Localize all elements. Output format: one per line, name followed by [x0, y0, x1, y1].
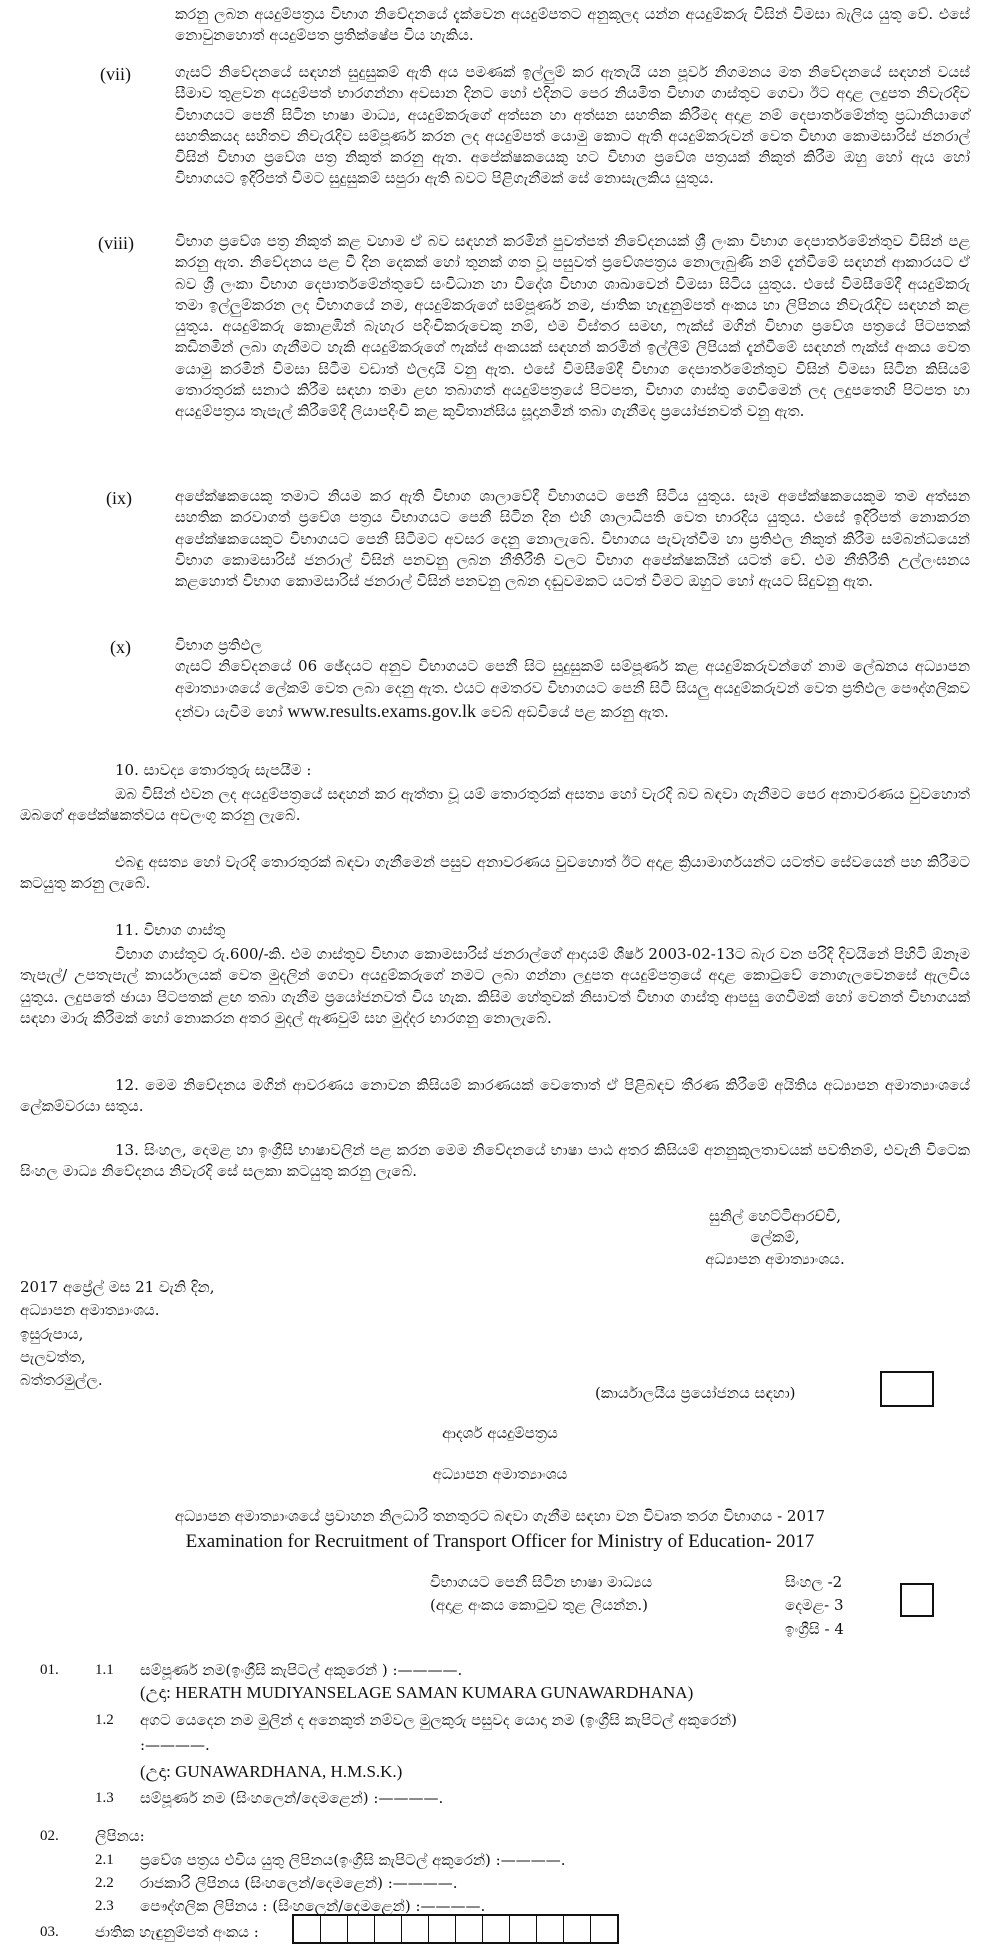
section-13-text: 13. සිංහල, දෙමළ හා ඉංග්‍රීසි භාෂාවලින් පළ කරන මෙම නිවේදනයේ භාෂා පාඨ අතර කිසියම් අනනුකූලතාවයක් පවතිනම්, එවැනි විටෙක සිංහල මාධ්‍ය නිවේදනය නිවැරදි සේ සලකා කටයුතු කරනු ලැබේ.: [20, 1141, 970, 1181]
nic-digit-box[interactable]: [483, 1916, 510, 1942]
office-use-label: (කාර්යාලයීය ප්‍රයෝජනය සඳහා): [595, 1384, 796, 1402]
address-line: අධ්‍යාපන අමාත්‍යාංශය.: [20, 1301, 160, 1320]
nic-digit-box[interactable]: [510, 1916, 537, 1942]
field-1-2-number: 1.2: [95, 1712, 114, 1728]
section-10-para-1: ඔබ විසින් එවන ලද අයදුම්පත්‍රයේ සඳහන් කර ඇත්තා වූ යම් තොරතුරක් අසත්‍ය හෝ වැරදි බව බඳවා ගැනීමට පෙර අනාවරණය වුවහොත් ඔබගේ අපේක්ෂකත්වය අවලංගු කරනු ලැබේ.: [20, 785, 970, 825]
field-official-address: රාජකාරි ලිපිනය (සිංහලෙන්/දෙමළෙන්) :————.: [140, 1874, 458, 1892]
rule-x-label: (x): [110, 637, 131, 657]
section-11-heading: 11. විභාග ගාස්තු: [115, 921, 226, 939]
field-name-with-initials: අගට යෙදෙන නම මුලින් ද අනෙකුත් නම්වල මුලකුරු පසුවද යොදා නම (ඉංග්‍රීසි කැපිටල් අකුරෙන්): [140, 1711, 737, 1729]
medium-options: [785, 1571, 844, 1641]
rule-vii-text: ගැසට් නිවේදනයේ සඳහන් සුදුසුකම් ඇති අය පමණක් ඉල්ලුම් කර ඇතැයි යන පූර්ව නිගමනය මත නිවේදනයේ සඳහන් වයස් සීමාව තුළවන අයදුම්පත් භාරගන්නා අවසාන දිනට හෝ එදිනට පෙර නියමිත විභාග ගාස්තුව ගෙවා ඊට අදාළ ලදුපත නිවැරදිව විභාගයට පෙනී සිටින භාෂා මාධ්‍ය, අයදුම්කරුගේ අත්සන හා අත්සන සහතික කිරීමද අදාළ නම් දෙපාර්තමේන්තු ප්‍රධානියාගේ සහතිකයද සහිතව නිවැරැදිව සම්පූර්ණ කරන ලද අයදුම්පත් යොමු කොට ඇති අයදුම්කරුවන් වෙත විභාග කොමසාරිස් ජනරාල් විසින් විභාග ප්‍රවේශ පත්‍ර නිකුත් කරනු ඇත. අපේක්ෂකයෙකු හට විභාග ප්‍රවේශ පත්‍රයක් නිකුත් කිරීම ඔහු හෝ ඇය හෝ විභාගයට ඉදිරිපත් වීමට සුදුසුකම් සපුරා ඇති බවට පිළිගැනීමක් සේ නොසැලකිය යුතුය.: [175, 63, 970, 188]
full-name-example: (උදා: HERATH MUDIYANSELAGE SAMAN KUMARA GUNAWARDHANA): [140, 1683, 694, 1702]
signatory-ministry: අධ්‍යාපන අමාත්‍යාංශය.: [705, 1249, 845, 1268]
rule-continuation: කරනු ලබන අයදුම්පත්‍රය විභාග නිවේදනයේ දැක්වෙන අයදුම්පතට අනුකූලද යන්න අයදුම්කරු විසින් විමසා බැලිය යුතු වේ. එසේ නොවුනහොත් අයදුම්පත ප්‍රතික්ෂේප විය හැකිය.: [175, 5, 970, 45]
rule-x-heading: විභාග ප්‍රතිඵල: [175, 636, 262, 654]
model-form-title: ආදර්ශ අයදුම්පත්‍රය: [442, 1424, 558, 1442]
office-use-box[interactable]: [880, 1371, 934, 1407]
field-private-address: පෞද්ගලික ලිපිනය : (සිංහලෙන්/දෙමළෙන්) :————.: [140, 1897, 486, 1915]
field-2-1-number: 2.1: [95, 1852, 114, 1868]
exam-title-sinhala: අධ්‍යාපන අමාත්‍යාංශයේ ප්‍රවාහන නිලධාරි තනතුරට බඳවා ගැනීම සඳහා වන විවෘත තරග විභාගය - 2017: [174, 1507, 826, 1525]
field-01-number: 01.: [40, 1662, 59, 1678]
nic-digit-box[interactable]: [564, 1916, 591, 1942]
address-block: [20, 1276, 215, 1392]
nic-digit-box[interactable]: [294, 1916, 321, 1942]
letter-date: 2017 අප්‍රේල් මස 21 වැනි දින,: [20, 1278, 215, 1296]
medium-label: [430, 1571, 652, 1618]
signatory-title: ලේකම්,: [750, 1228, 800, 1247]
field-full-name-english: සම්පූර්ණ නම(ඉංග්‍රීසි කැපිටල් අකුරෙන් ) :————.: [140, 1661, 463, 1679]
nic-digit-box[interactable]: [537, 1916, 564, 1942]
rule-viii-label: (viii): [98, 233, 134, 253]
section-12-text: 12. මෙම නිවේදනය මගින් ආවරණය නොවන කිසියම් කාරණයක් වෙතොත් ඒ පිළිබඳව තීරණ කිරීමේ අයිතිය අධ්‍යාපන අමාත්‍යාංශයේ ලේකම්වරයා සතුය.: [20, 1076, 970, 1116]
name-with-initials-example: (උදා: GUNAWARDHANA, H.M.S.K.): [140, 1762, 403, 1781]
nic-label: ජාතික හැඳුනුම්පත් අංකය :: [95, 1923, 259, 1941]
rule-x-block: [175, 635, 970, 724]
rule-x-text-pre: ගැසට් නිවේදනයේ 06 ඡේදයට අනුව විභාගයට පෙනී සිට සුදුසුකම් සම්පූර්ණ කළ අයදුම්කරුවන්ගේ නාම ලේඛනය අධ්‍යාපන අමාත්‍යාංශයේ ලේකම් වෙත ලබා දෙනු ඇත. එයට අමතරව විභාගයට පෙනී සිටි සියලු අයදුම්කරුවන් වෙත ප්‍රතිඵල පෞද්ගලිකව දන්වා යැවීම හෝ: [175, 657, 970, 721]
medium-instruction: (අදාළ අංකය කොටුව තුළ ලියන්න.): [430, 1596, 649, 1615]
field-2-3-number: 2.3: [95, 1898, 114, 1914]
medium-option-tamil: දෙමළ- 3: [785, 1596, 844, 1615]
field-full-name-sinhala-tamil: සම්පූර්ණ නම (සිංහලෙන්/දෙමළෙන්) :————.: [140, 1789, 444, 1807]
address-line: ඉසුරුපාය,: [20, 1324, 84, 1343]
field-2-2-number: 2.2: [95, 1875, 114, 1891]
rule-ix-label: (ix): [106, 488, 132, 508]
field-admission-address: ප්‍රවේශ පත්‍රය එවිය යුතු ලිපිනය(ඉංග්‍රීසි කැපිටල් අකුරෙන්) :————.: [140, 1851, 566, 1869]
field-02-number: 02.: [40, 1828, 59, 1844]
results-url: www.results.exams.gov.lk: [287, 700, 477, 721]
rule-x-text: [175, 656, 970, 724]
address-line: පැලවත්ත,: [20, 1347, 86, 1366]
medium-label-line: විභාගයට පෙනී සිටින භාෂා මාධ්‍යය: [430, 1573, 653, 1591]
field-name-with-initials-dash: :————.: [140, 1736, 210, 1754]
nic-input-grid[interactable]: [292, 1914, 619, 1944]
form-ministry-title: අධ්‍යාපන අමාත්‍යාංශය: [432, 1465, 568, 1483]
field-1-1-number: 1.1: [95, 1662, 114, 1678]
rule-ix-text: අපේක්ෂකයෙකු තමාට නියම කර ඇති විභාග ශාලාවේදී විභාගයට පෙනී සිටිය යුතුය. සෑම අපේක්ෂකයෙකුම තම අත්සන සහතික කරවාගත් ප්‍රවේශ පත්‍රය විභාගයට පෙනී සිටින දින එහි ශාලාධිපති වෙත භාරදිය යුතුය. එසේ ඉදිරිපත් නොකරන අපේක්ෂකයෙකුට විභාගයට පෙනී සිටීමට අවසර දෙනු නොලැබේ. විභාගය පැවැත්වීම හා ප්‍රතිඵල නිකුත් කිරීම සම්බන්ධයෙන් විභාග කොමසාරිස් ජනරාල් විසින් පනවනු ලබන නීතිරීති වලට විභාග අපේක්ෂකයින් යටත් වේ. එම නීතිරීති උල්ලංඝනය කළහොත් විභාග කොමසාරිස් ජනරාල් විසින් පනවනු ලබන දඬුවමකට යටත් වීමට ඔහුට හෝ ඇයට සිදුවනු ඇත.: [175, 487, 970, 591]
medium-option-sinhala: සිංහල -2: [785, 1573, 843, 1591]
section-11-body: විභාග ගාස්තුව රු.600/-කි. එම ගාස්තුව විභාග කොමසාරිස් ජනරාල්ගේ ආදායම් ශීර්ෂ 2003-02-13ට බැර වන පරිදි දිවයිනේ පිහිටි ඕනෑම තැපැල්/ උපතැපැල් කාර්යාලයක් වෙත මුදලින් ගෙවා අයදුම්කරුගේ නමට ලබා ගන්නා ලදුපත අයදුම්පත්‍රයේ අදාළ කොටුවේ නොගැලවෙනසේ ඇලවිය යුතුය. ලදුපතේ ඡායා පිටපතක් ළඟ තබා ගැනීම ප්‍රයෝජනවත් විය හැක. කිසිම හේතුවක් නිසාවත් විභාග ගාස්තු ආපසු ගෙවීමක් හෝ වෙනත් විභාගයක් සඳහා මාරු කිරීමක් හෝ නොකරන අතර මුදල් ඇණවුම් සහ මුද්දර භාරගනු නොලැබේ.: [20, 945, 970, 1027]
address-line: බත්තරමුල්ල.: [20, 1371, 103, 1389]
field-03-number: 03.: [40, 1924, 59, 1940]
nic-digit-box[interactable]: [375, 1916, 402, 1942]
medium-number-box[interactable]: [900, 1583, 934, 1617]
field-1-3-number: 1.3: [95, 1790, 114, 1806]
rule-viii-text: විභාග ප්‍රවේශ පත්‍ර නිකුත් කළ වහාම ඒ බව සඳහන් කරමින් පුවත්පත් නිවේදනයක් ශ්‍රී ලංකා විභාග දෙපාර්තමේන්තුව විසින් පළ කරනු ඇත. නිවේදනය පළ වී දින දෙකක් හෝ තුනක් ගත වූ පසුවත් ප්‍රවේශපත්‍රය නොලැබුණි නම් දැන්වීමේ සඳහන් ආකාරයට ඒ බව ශ්‍රී ලංකා විභාග දෙපාර්තමේන්තුවේ සංවිධාන හා විදේශ විභාග ශාඛාවෙන් විමසා සිටිය යුතුය. එසේ විමසීමේදී අයදුම්කරු තමා ඉල්ලුම්කරන ලද විභාගයේ නම, අයදුම්කරුගේ සම්පූර්ණ නම, ජාතික හැඳුනුම්පත් අංකය හා ලිපිනය නිවැරැදිව සඳහන් කළ යුතුය. අයදුම්කරු කොළඹින් බැහැර පදිංචිකරුවෙකු නම්, එම විස්තර සමඟ, ෆැක්ස් මගින් විභාග ප්‍රවේශ පත්‍රයේ පිටපතක් කඩිනමින් ලබා ගැනීමට හැකි අයදුම්කරුගේ ෆැක්ස් අංකයක් සඳහන් කරමින් ඉල්ලීම් ලිපියක් දැන්වීමේ සඳහන් ෆැක්ස් අංකය වෙත යොමු කරමින් විමසා සිටීම වඩාත් ඵලදායි වනු ඇත. එසේ විමසීමේදී විභාග දෙපාර්තමේන්තුව විසින් විමසා සිටින කිසියම් තොරතුරක් සනාථ කිරීම සඳහා තමා ළඟ තබාගත් අයදුම්පත්‍රයේ පිටපත, විභාග ගාස්තු ගෙවීමෙන් ලද ලදුපතෙහි පිටපත හා අයදුම්පත්‍රය තැපැල් කිරීමේදී ලියාපදිංචි කළ කුවිතාන්සිය සූදානමින් තබා ගැනීමද ප්‍රයෝජනවත් වනු ඇත.: [175, 232, 970, 421]
rule-x-text-post: වෙබ් අඩවියේ පළ කරනු ඇත.: [480, 702, 669, 721]
nic-digit-box[interactable]: [348, 1916, 375, 1942]
nic-digit-box[interactable]: [456, 1916, 483, 1942]
nic-digit-box[interactable]: [321, 1916, 348, 1942]
address-heading: ලිපිනය:: [95, 1827, 145, 1845]
nic-digit-box[interactable]: [402, 1916, 429, 1942]
nic-digit-box[interactable]: [429, 1916, 456, 1942]
nic-digit-box[interactable]: [591, 1916, 617, 1942]
exam-title-english: Examination for Recruitment of Transport Officer for Ministry of Education- 2017: [185, 1531, 815, 1552]
signature-block: [660, 1206, 890, 1270]
medium-option-english: ඉංග්‍රීසි - 4: [785, 1619, 844, 1638]
rule-vii-label: (vii): [100, 64, 131, 84]
signatory-name: සුනිල් හෙට්ටිආරච්චි,: [709, 1207, 841, 1225]
section-10-heading: 10. සාවද්‍ය තොරතුරු සැපයීම :: [115, 761, 312, 779]
section-10-para-2: එබඳු අසත්‍ය හෝ වැරදි තොරතුරක් බඳවා ගැනීමෙන් පසුව අනාවරණය වුවහොත් ඊට අදාළ ක්‍රියාමාර්ගයන්ට යටත්ව සේවයෙන් පහ කිරීමට කටයුතු කරනු ලැබේ.: [20, 853, 970, 893]
